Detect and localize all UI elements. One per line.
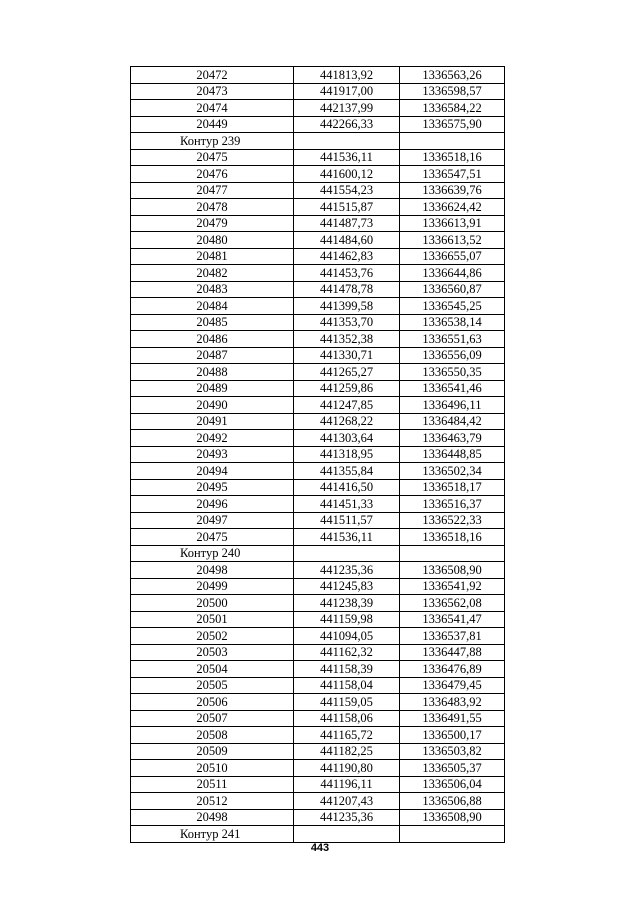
point-number-cell: 20482 bbox=[131, 265, 294, 282]
point-number-cell: 20488 bbox=[131, 364, 294, 381]
point-number-cell: 20486 bbox=[131, 331, 294, 348]
contour-header-row bbox=[131, 545, 505, 562]
table-row bbox=[131, 116, 505, 133]
table-row bbox=[131, 644, 505, 661]
x-coordinate-cell: 441453,76 bbox=[294, 265, 400, 282]
table-row bbox=[131, 661, 505, 678]
point-number-cell: 20502 bbox=[131, 628, 294, 645]
table-row bbox=[131, 529, 505, 546]
x-coordinate-cell: 441268,22 bbox=[294, 413, 400, 430]
contour-header-row bbox=[131, 133, 505, 150]
y-coordinate-cell: 1336516,37 bbox=[400, 496, 505, 513]
x-coordinate-cell: 441238,39 bbox=[294, 595, 400, 612]
table-row bbox=[131, 380, 505, 397]
x-coordinate-cell: 441259,86 bbox=[294, 380, 400, 397]
y-coordinate-cell: 1336479,45 bbox=[400, 677, 505, 694]
table-body bbox=[131, 67, 505, 843]
y-coordinate-cell: 1336506,04 bbox=[400, 776, 505, 793]
contour-label-cell: Контур 240 bbox=[131, 545, 294, 562]
x-coordinate-cell bbox=[294, 545, 400, 562]
y-coordinate-cell: 1336491,55 bbox=[400, 710, 505, 727]
table-row bbox=[131, 149, 505, 166]
point-number-cell: 20490 bbox=[131, 397, 294, 414]
x-coordinate-cell: 441416,50 bbox=[294, 479, 400, 496]
point-number-cell: 20491 bbox=[131, 413, 294, 430]
table-row bbox=[131, 281, 505, 298]
table-row bbox=[131, 347, 505, 364]
y-coordinate-cell: 1336655,07 bbox=[400, 248, 505, 265]
x-coordinate-cell: 441207,43 bbox=[294, 793, 400, 810]
y-coordinate-cell: 1336545,25 bbox=[400, 298, 505, 315]
y-coordinate-cell: 1336484,42 bbox=[400, 413, 505, 430]
y-coordinate-cell: 1336476,89 bbox=[400, 661, 505, 678]
point-number-cell: 20509 bbox=[131, 743, 294, 760]
table-row bbox=[131, 331, 505, 348]
y-coordinate-cell: 1336563,26 bbox=[400, 67, 505, 84]
table-row bbox=[131, 694, 505, 711]
page-number: 443 bbox=[310, 842, 330, 854]
x-coordinate-cell: 441165,72 bbox=[294, 727, 400, 744]
point-number-cell: 20507 bbox=[131, 710, 294, 727]
point-number-cell: 20478 bbox=[131, 199, 294, 216]
table-row bbox=[131, 413, 505, 430]
x-coordinate-cell: 441536,11 bbox=[294, 529, 400, 546]
x-coordinate-cell: 441353,70 bbox=[294, 314, 400, 331]
point-number-cell: 20495 bbox=[131, 479, 294, 496]
table-row bbox=[131, 397, 505, 414]
x-coordinate-cell bbox=[294, 133, 400, 150]
x-coordinate-cell: 441462,83 bbox=[294, 248, 400, 265]
x-coordinate-cell: 441235,36 bbox=[294, 562, 400, 579]
y-coordinate-cell: 1336541,47 bbox=[400, 611, 505, 628]
table-row bbox=[131, 314, 505, 331]
table-row bbox=[131, 809, 505, 826]
y-coordinate-cell: 1336560,87 bbox=[400, 281, 505, 298]
x-coordinate-cell: 442266,33 bbox=[294, 116, 400, 133]
table-row bbox=[131, 298, 505, 315]
table-row bbox=[131, 562, 505, 579]
point-number-cell: 20493 bbox=[131, 446, 294, 463]
y-coordinate-cell: 1336639,76 bbox=[400, 182, 505, 199]
point-number-cell: 20484 bbox=[131, 298, 294, 315]
x-coordinate-cell: 441600,12 bbox=[294, 166, 400, 183]
point-number-cell: 20510 bbox=[131, 760, 294, 777]
y-coordinate-cell bbox=[400, 826, 505, 843]
y-coordinate-cell: 1336598,57 bbox=[400, 83, 505, 100]
point-number-cell: 20506 bbox=[131, 694, 294, 711]
y-coordinate-cell: 1336508,90 bbox=[400, 562, 505, 579]
y-coordinate-cell: 1336522,33 bbox=[400, 512, 505, 529]
table-row bbox=[131, 215, 505, 232]
table-row bbox=[131, 710, 505, 727]
table-row bbox=[131, 446, 505, 463]
point-number-cell: 20504 bbox=[131, 661, 294, 678]
y-coordinate-cell: 1336541,92 bbox=[400, 578, 505, 595]
point-number-cell: 20508 bbox=[131, 727, 294, 744]
y-coordinate-cell: 1336551,63 bbox=[400, 331, 505, 348]
y-coordinate-cell: 1336644,86 bbox=[400, 265, 505, 282]
point-number-cell: 20503 bbox=[131, 644, 294, 661]
table-row bbox=[131, 760, 505, 777]
table-row bbox=[131, 430, 505, 447]
table-row bbox=[131, 793, 505, 810]
y-coordinate-cell: 1336575,90 bbox=[400, 116, 505, 133]
y-coordinate-cell: 1336505,37 bbox=[400, 760, 505, 777]
point-number-cell: 20494 bbox=[131, 463, 294, 480]
table-row bbox=[131, 83, 505, 100]
x-coordinate-cell bbox=[294, 826, 400, 843]
point-number-cell: 20481 bbox=[131, 248, 294, 265]
x-coordinate-cell: 441355,84 bbox=[294, 463, 400, 480]
table-row bbox=[131, 595, 505, 612]
y-coordinate-cell: 1336624,42 bbox=[400, 199, 505, 216]
y-coordinate-cell: 1336463,79 bbox=[400, 430, 505, 447]
y-coordinate-cell: 1336613,91 bbox=[400, 215, 505, 232]
table-row bbox=[131, 166, 505, 183]
point-number-cell: 20500 bbox=[131, 595, 294, 612]
table-row bbox=[131, 67, 505, 84]
point-number-cell: 20489 bbox=[131, 380, 294, 397]
y-coordinate-cell: 1336537,81 bbox=[400, 628, 505, 645]
x-coordinate-cell: 441813,92 bbox=[294, 67, 400, 84]
x-coordinate-cell: 441511,57 bbox=[294, 512, 400, 529]
x-coordinate-cell: 441917,00 bbox=[294, 83, 400, 100]
x-coordinate-cell: 441515,87 bbox=[294, 199, 400, 216]
x-coordinate-cell: 441478,78 bbox=[294, 281, 400, 298]
table-row bbox=[131, 512, 505, 529]
y-coordinate-cell: 1336448,85 bbox=[400, 446, 505, 463]
coordinates-table bbox=[130, 66, 505, 843]
point-number-cell: 20496 bbox=[131, 496, 294, 513]
point-number-cell: 20497 bbox=[131, 512, 294, 529]
table-row bbox=[131, 628, 505, 645]
x-coordinate-cell: 441235,36 bbox=[294, 809, 400, 826]
x-coordinate-cell: 441399,58 bbox=[294, 298, 400, 315]
y-coordinate-cell: 1336496,11 bbox=[400, 397, 505, 414]
point-number-cell: 20492 bbox=[131, 430, 294, 447]
x-coordinate-cell: 441245,83 bbox=[294, 578, 400, 595]
x-coordinate-cell: 441196,11 bbox=[294, 776, 400, 793]
y-coordinate-cell: 1336547,51 bbox=[400, 166, 505, 183]
x-coordinate-cell: 441352,38 bbox=[294, 331, 400, 348]
x-coordinate-cell: 441162,32 bbox=[294, 644, 400, 661]
x-coordinate-cell: 441247,85 bbox=[294, 397, 400, 414]
table-row bbox=[131, 364, 505, 381]
point-number-cell: 20475 bbox=[131, 149, 294, 166]
y-coordinate-cell: 1336613,52 bbox=[400, 232, 505, 249]
table-row bbox=[131, 248, 505, 265]
contour-header-row bbox=[131, 826, 505, 843]
y-coordinate-cell: 1336538,14 bbox=[400, 314, 505, 331]
table-row bbox=[131, 743, 505, 760]
x-coordinate-cell: 441158,04 bbox=[294, 677, 400, 694]
x-coordinate-cell: 441159,98 bbox=[294, 611, 400, 628]
table-row bbox=[131, 578, 505, 595]
table-row bbox=[131, 265, 505, 282]
y-coordinate-cell: 1336518,16 bbox=[400, 529, 505, 546]
x-coordinate-cell: 441487,73 bbox=[294, 215, 400, 232]
x-coordinate-cell: 441451,33 bbox=[294, 496, 400, 513]
y-coordinate-cell bbox=[400, 133, 505, 150]
x-coordinate-cell: 441318,95 bbox=[294, 446, 400, 463]
point-number-cell: 20485 bbox=[131, 314, 294, 331]
y-coordinate-cell: 1336483,92 bbox=[400, 694, 505, 711]
y-coordinate-cell: 1336562,08 bbox=[400, 595, 505, 612]
point-number-cell: 20498 bbox=[131, 562, 294, 579]
point-number-cell: 20505 bbox=[131, 677, 294, 694]
x-coordinate-cell: 441158,39 bbox=[294, 661, 400, 678]
y-coordinate-cell: 1336508,90 bbox=[400, 809, 505, 826]
point-number-cell: 20476 bbox=[131, 166, 294, 183]
table-row bbox=[131, 232, 505, 249]
table-row bbox=[131, 611, 505, 628]
y-coordinate-cell: 1336518,16 bbox=[400, 149, 505, 166]
y-coordinate-cell: 1336518,17 bbox=[400, 479, 505, 496]
y-coordinate-cell: 1336500,17 bbox=[400, 727, 505, 744]
table-row bbox=[131, 199, 505, 216]
x-coordinate-cell: 441190,80 bbox=[294, 760, 400, 777]
x-coordinate-cell: 442137,99 bbox=[294, 100, 400, 117]
point-number-cell: 20501 bbox=[131, 611, 294, 628]
point-number-cell: 20477 bbox=[131, 182, 294, 199]
y-coordinate-cell bbox=[400, 545, 505, 562]
point-number-cell: 20474 bbox=[131, 100, 294, 117]
contour-label-cell: Контур 239 bbox=[131, 133, 294, 150]
point-number-cell: 20479 bbox=[131, 215, 294, 232]
x-coordinate-cell: 441182,25 bbox=[294, 743, 400, 760]
table-row bbox=[131, 776, 505, 793]
point-number-cell: 20475 bbox=[131, 529, 294, 546]
y-coordinate-cell: 1336556,09 bbox=[400, 347, 505, 364]
point-number-cell: 20498 bbox=[131, 809, 294, 826]
y-coordinate-cell: 1336447,88 bbox=[400, 644, 505, 661]
point-number-cell: 20512 bbox=[131, 793, 294, 810]
x-coordinate-cell: 441330,71 bbox=[294, 347, 400, 364]
point-number-cell: 20449 bbox=[131, 116, 294, 133]
x-coordinate-cell: 441536,11 bbox=[294, 149, 400, 166]
x-coordinate-cell: 441094,05 bbox=[294, 628, 400, 645]
y-coordinate-cell: 1336541,46 bbox=[400, 380, 505, 397]
point-number-cell: 20473 bbox=[131, 83, 294, 100]
table-row bbox=[131, 100, 505, 117]
y-coordinate-cell: 1336550,35 bbox=[400, 364, 505, 381]
table-row bbox=[131, 677, 505, 694]
y-coordinate-cell: 1336506,88 bbox=[400, 793, 505, 810]
point-number-cell: 20472 bbox=[131, 67, 294, 84]
x-coordinate-cell: 441265,27 bbox=[294, 364, 400, 381]
table-row bbox=[131, 727, 505, 744]
y-coordinate-cell: 1336584,22 bbox=[400, 100, 505, 117]
point-number-cell: 20483 bbox=[131, 281, 294, 298]
point-number-cell: 20480 bbox=[131, 232, 294, 249]
y-coordinate-cell: 1336503,82 bbox=[400, 743, 505, 760]
table-row bbox=[131, 463, 505, 480]
x-coordinate-cell: 441159,05 bbox=[294, 694, 400, 711]
x-coordinate-cell: 441554,23 bbox=[294, 182, 400, 199]
y-coordinate-cell: 1336502,34 bbox=[400, 463, 505, 480]
point-number-cell: 20487 bbox=[131, 347, 294, 364]
x-coordinate-cell: 441158,06 bbox=[294, 710, 400, 727]
x-coordinate-cell: 441303,64 bbox=[294, 430, 400, 447]
table-row bbox=[131, 182, 505, 199]
table-row bbox=[131, 479, 505, 496]
contour-label-cell: Контур 241 bbox=[131, 826, 294, 843]
point-number-cell: 20499 bbox=[131, 578, 294, 595]
table-row bbox=[131, 496, 505, 513]
x-coordinate-cell: 441484,60 bbox=[294, 232, 400, 249]
point-number-cell: 20511 bbox=[131, 776, 294, 793]
